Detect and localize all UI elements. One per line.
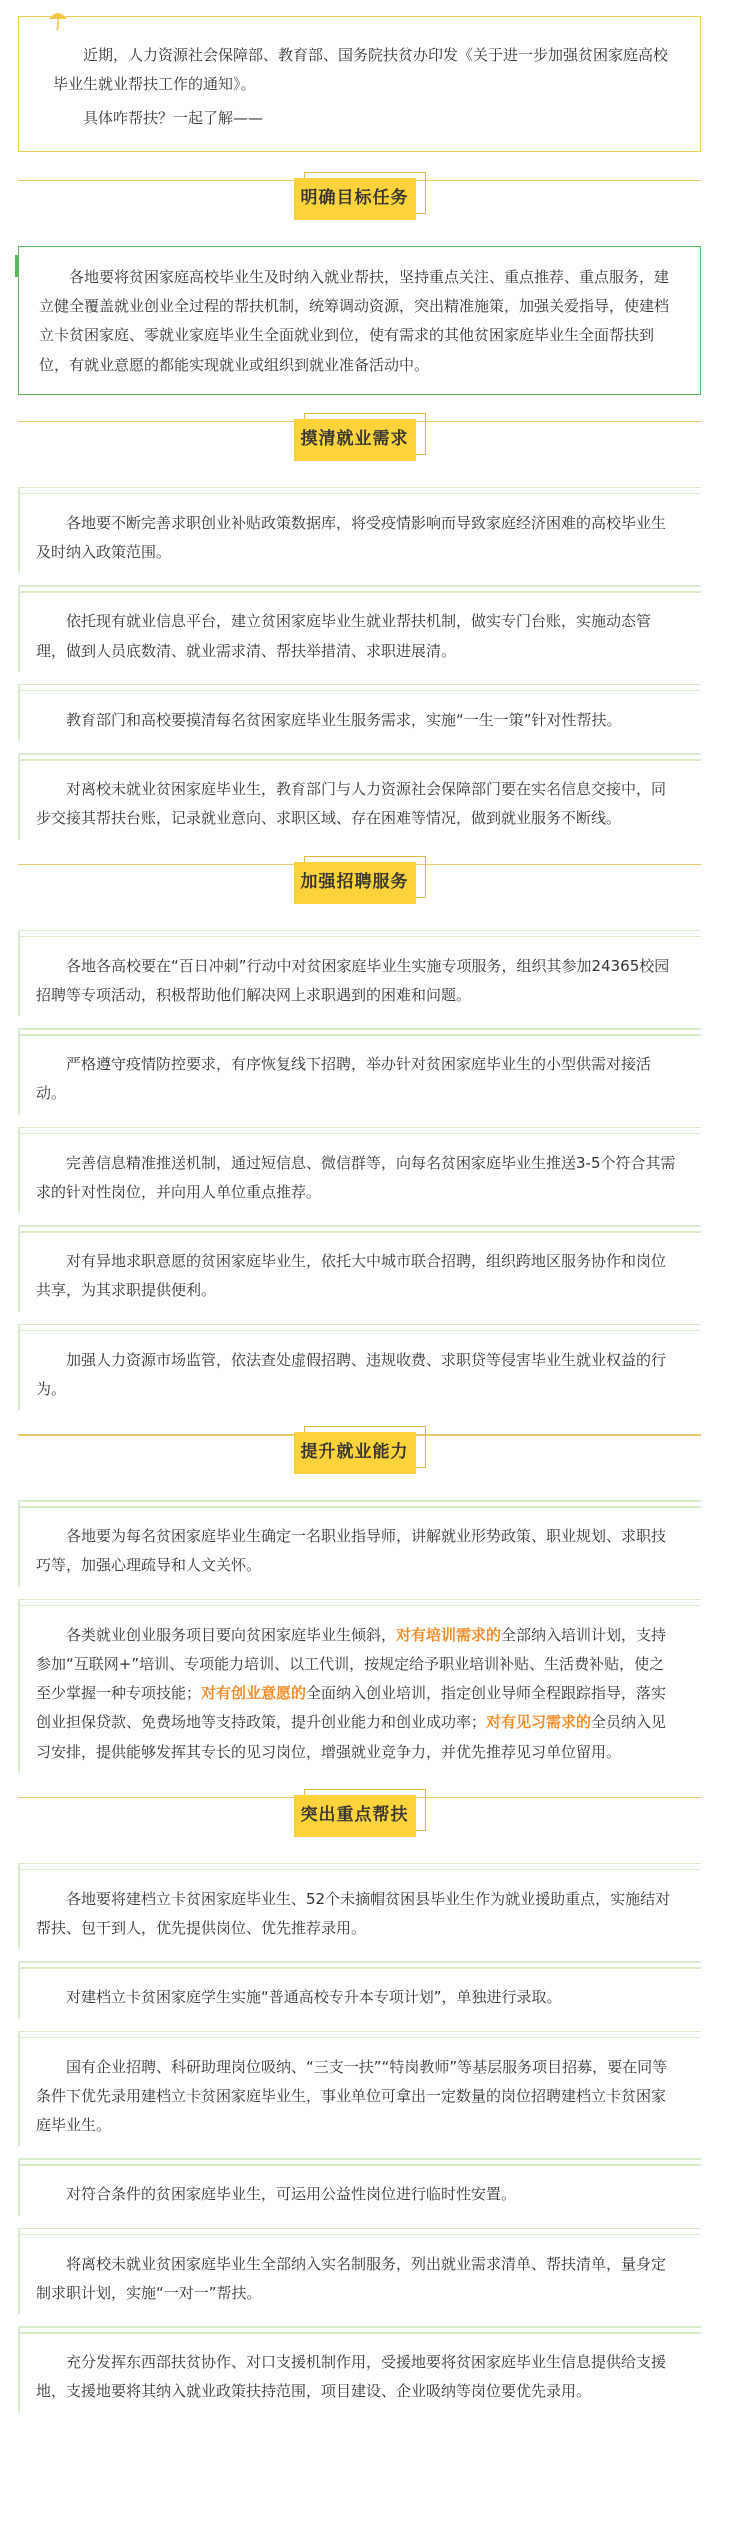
item-text: 完善信息精准推送机制，通过短信息、微信群等，向每名贫困家庭毕业生推送3-5个符合其需求的针对性岗位，并向用人单位重点推荐。: [36, 1153, 676, 1201]
list-item: [18, 930, 701, 1017]
list-item: [18, 2326, 701, 2413]
intro-box: [18, 16, 701, 152]
list-item: [18, 1225, 701, 1312]
section-header: [18, 172, 701, 228]
umbrella-icon: [47, 9, 69, 31]
highlight-text: 对有创业意愿的: [201, 1684, 307, 1702]
section-header: [18, 1426, 701, 1482]
list-item: [18, 1324, 701, 1411]
section-title: 提升就业能力: [294, 1432, 416, 1474]
item-text: 对离校未就业贫困家庭毕业生，教育部门与人力资源社会保障部门要在实名信息交接中，同步交接其帮扶台账，记录就业意向、求职区域、存在困难等情况，做到就业服务不断线。: [36, 780, 667, 828]
item-text: 国有企业招聘、科研助理岗位吸纳、“三支一扶”“特岗教师”等基层服务项目招募，要在同等条件下优先录用建档立卡贫困家庭毕业生，事业单位可拿出一定数量的岗位招聘建档立卡贫困家庭毕业生。: [36, 2057, 668, 2134]
item-text: 各地各高校要在“百日冲刺”行动中对贫困家庭毕业生实施专项服务，组织其参加24365校园招聘等专项活动，积极帮助他们解决网上求职遇到的困难和问题。: [36, 956, 670, 1004]
item-text: 严格遵守疫情防控要求，有序恢复线下招聘，举办针对贫困家庭毕业生的小型供需对接活动。: [36, 1055, 652, 1103]
list-item: [18, 1599, 701, 1773]
list-item: [18, 2228, 701, 2315]
item-text: 对建档立卡贫困家庭学生实施“普通高校专升本专项计划”，单独进行录取。: [66, 1988, 562, 2007]
list-item: [18, 1961, 701, 2018]
item-text: 教育部门和高校要摸清每名贫困家庭毕业生服务需求，实施“一生一策”针对性帮扶。: [66, 710, 622, 729]
list-item: [18, 2031, 701, 2147]
list-item: [18, 1500, 701, 1587]
list-item: [18, 2158, 701, 2215]
item-text: 各地要为每名贫困家庭毕业生确定一名职业指导师，讲解就业形势政策、职业规划、求职技巧等，加强心理疏导和人文关怀。: [36, 1527, 667, 1575]
item-text: 对符合条件的贫困家庭毕业生，可运用公益性岗位进行临时性安置。: [66, 2185, 517, 2204]
section-title: 摸清就业需求: [294, 419, 416, 461]
item-text: 对有异地求职意愿的贫困家庭毕业生，依托大中城市联合招聘，组织跨地区服务协作和岗位共享，为其求职提供便利。: [36, 1252, 667, 1300]
section-header: [18, 856, 701, 912]
list-item: [18, 585, 701, 672]
list-item: [18, 1028, 701, 1115]
item-text: 依托现有就业信息平台，建立贫困家庭毕业生就业帮扶机制，做实专门台账，实施动态管理，做到人员底数清、就业需求清、帮扶举措清、求职进展清。: [36, 612, 652, 660]
highlight-text: 对有培训需求的: [396, 1625, 502, 1644]
highlight-text: 对有见习需求的: [486, 1713, 592, 1732]
item-text: 各地要将建档立卡贫困家庭毕业生、52个未摘帽贫困县毕业生作为就业援助重点，实施结对帮扶、包干到人，优先提供岗位、优先推荐录用。: [36, 1889, 671, 1937]
item-text: 充分发挥东西部扶贫协作、对口支援机制作用，受援地要将贫困家庭毕业生信息提供给支援地，支援地要将其纳入就业政策扶持范围，项目建设、企业吸纳等岗位要优先录用。: [36, 2353, 667, 2401]
intro-paragraph: 具体咋帮扶？一起了解——: [83, 108, 264, 127]
list-item: [18, 1863, 701, 1950]
section-header: [18, 1789, 701, 1845]
list-item: [18, 753, 701, 840]
list-item: [18, 684, 701, 741]
list-item: [18, 1127, 701, 1214]
item-text: 各地要不断完善求职创业补贴政策数据库，将受疫情影响而导致家庭经济困难的高校毕业生及时纳入政策范围。: [36, 513, 667, 561]
section-title: 加强招聘服务: [294, 862, 416, 904]
section-header: [18, 413, 701, 469]
item-text: 各类就业创业服务项目要向贫困家庭毕业生倾斜，对有培训需求的全部纳入培训计划，支持参加“互联网+”培训、专项能力培训、以工代训，按规定给予职业培训补贴、生活费补贴，使之至少掌握一种专项技能；对有创业意愿的全面纳入创业培训，指定创业导师全程跟踪指导，落实创业担保贷款、免费场地等支持政策，提升创业能力和创业成功率；对有见习需求的全员纳入见习安排，提供能够发挥其专长的见习岗位，增强就业竞争力，并优先推荐见习单位留用。: [36, 1625, 667, 1761]
list-item: [18, 487, 701, 574]
goal-box: [18, 246, 701, 395]
section-title: 明确目标任务: [294, 178, 416, 220]
section-title: 突出重点帮扶: [294, 1795, 416, 1837]
item-text: 加强人力资源市场监管，依法查处虚假招聘、违规收费、求职贷等侵害毕业生就业权益的行为。: [36, 1350, 667, 1398]
intro-paragraph: 近期，人力资源社会保障部、教育部、国务院扶贫办印发《关于进一步加强贫困家庭高校毕业生就业帮扶工作的通知》。: [53, 46, 669, 94]
goal-text: 各地要将贫困家庭高校毕业生及时纳入就业帮扶，坚持重点关注、重点推荐、重点服务，建立健全覆盖就业创业全过程的帮扶机制，统筹调动资源，突出精准施策，加强关爱指导，使建档立卡贫困家庭、零就业家庭毕业生全面就业到位，使有需求的其他贫困家庭毕业生全面帮扶到位，有就业意愿的都能实现就业或组织到就业准备活动中。: [39, 267, 670, 374]
item-text: 将离校未就业贫困家庭毕业生全部纳入实名制服务，列出就业需求清单、帮扶清单，量身定制求职计划，实施“一对一”帮扶。: [36, 2254, 667, 2302]
